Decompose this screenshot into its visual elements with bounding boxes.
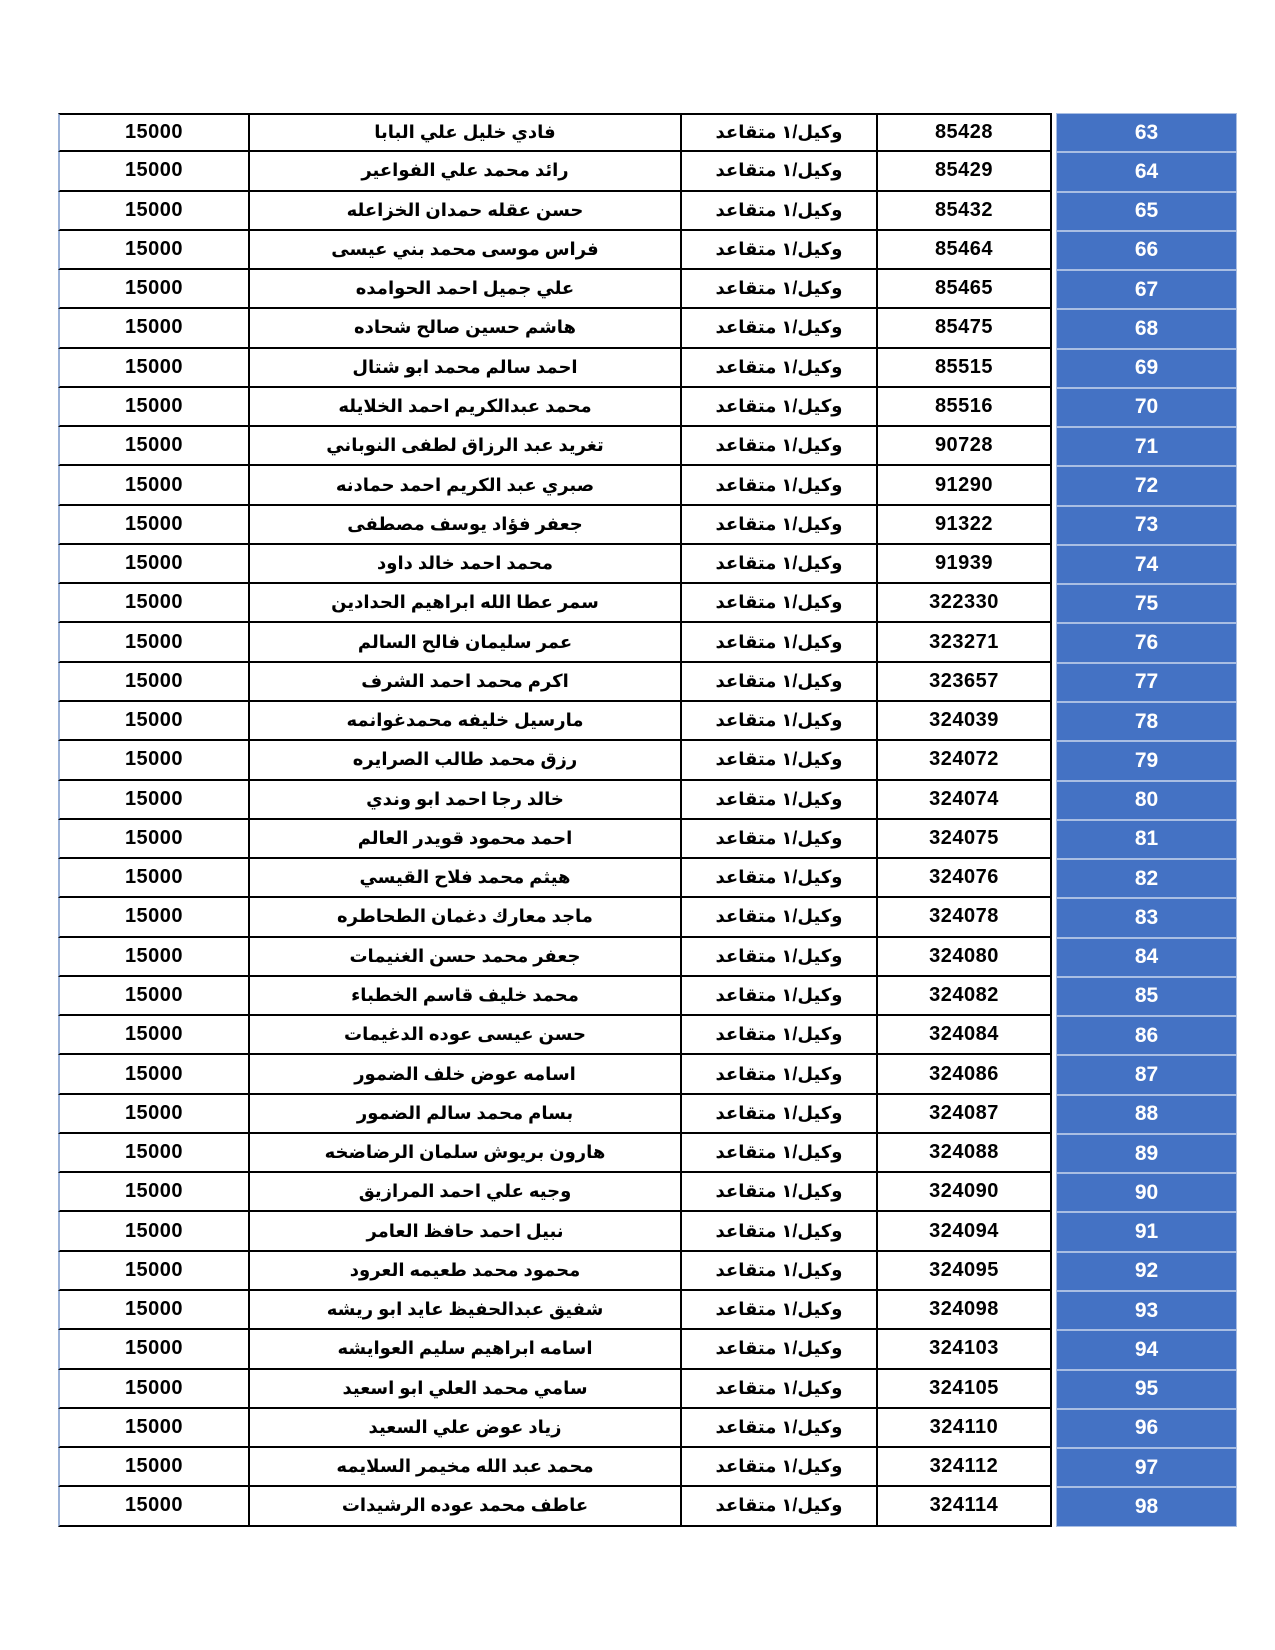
name-cell: مارسيل خليفه محمدغوانمه: [250, 702, 682, 741]
amount-cell: 15000: [58, 1016, 250, 1055]
amount-cell: 15000: [58, 466, 250, 505]
rank-cell: وكيل/١ متقاعد: [682, 1016, 878, 1055]
row-number-badge: 95: [1056, 1370, 1237, 1409]
table-row: [58, 1409, 1237, 1448]
name-cell: رائد محمد علي الفواعير: [250, 152, 682, 191]
table-row: [58, 427, 1237, 466]
rank-cell: وكيل/١ متقاعد: [682, 1448, 878, 1487]
id-number-cell: 324095: [878, 1252, 1052, 1291]
amount-cell: 15000: [58, 1252, 250, 1291]
name-cell: ماجد معارك دغمان الطحاطره: [250, 898, 682, 937]
rank-cell: وكيل/١ متقاعد: [682, 113, 878, 152]
row-number-badge: 70: [1056, 388, 1237, 427]
table-row: [58, 270, 1237, 309]
id-number-cell: 85428: [878, 113, 1052, 152]
id-number-cell: 85465: [878, 270, 1052, 309]
row-number-badge: 98: [1056, 1487, 1237, 1526]
rank-cell: وكيل/١ متقاعد: [682, 1055, 878, 1094]
rank-cell: وكيل/١ متقاعد: [682, 820, 878, 859]
rank-cell: وكيل/١ متقاعد: [682, 1212, 878, 1251]
amount-cell: 15000: [58, 1487, 250, 1526]
table-row: [58, 663, 1237, 702]
amount-cell: 15000: [58, 1409, 250, 1448]
id-number-cell: 324094: [878, 1212, 1052, 1251]
row-number-badge: 78: [1056, 702, 1237, 741]
rank-cell: وكيل/١ متقاعد: [682, 270, 878, 309]
table-row: [58, 584, 1237, 623]
rank-cell: وكيل/١ متقاعد: [682, 1409, 878, 1448]
amount-cell: 15000: [58, 427, 250, 466]
row-number-badge: 80: [1056, 781, 1237, 820]
name-cell: سامي محمد العلي ابو اسعيد: [250, 1370, 682, 1409]
table-row: [58, 1095, 1237, 1134]
rank-cell: وكيل/١ متقاعد: [682, 309, 878, 348]
amount-cell: 15000: [58, 1095, 250, 1134]
row-number-badge: 88: [1056, 1095, 1237, 1134]
amount-cell: 15000: [58, 1173, 250, 1212]
amount-cell: 15000: [58, 623, 250, 662]
rank-cell: وكيل/١ متقاعد: [682, 1330, 878, 1369]
name-cell: محمود محمد طعيمه العرود: [250, 1252, 682, 1291]
rank-cell: وكيل/١ متقاعد: [682, 427, 878, 466]
rank-cell: وكيل/١ متقاعد: [682, 898, 878, 937]
id-number-cell: 324105: [878, 1370, 1052, 1409]
id-number-cell: 85475: [878, 309, 1052, 348]
name-cell: حسن عيسى عوده الدغيمات: [250, 1016, 682, 1055]
rank-cell: وكيل/١ متقاعد: [682, 584, 878, 623]
amount-cell: 15000: [58, 702, 250, 741]
rank-cell: وكيل/١ متقاعد: [682, 859, 878, 898]
rank-cell: وكيل/١ متقاعد: [682, 938, 878, 977]
table-row: [58, 1016, 1237, 1055]
row-number-badge: 68: [1056, 309, 1237, 348]
id-number-cell: 324080: [878, 938, 1052, 977]
amount-cell: 15000: [58, 231, 250, 270]
id-number-cell: 324090: [878, 1173, 1052, 1212]
id-number-cell: 324098: [878, 1291, 1052, 1330]
table-row: [58, 781, 1237, 820]
table-row: [58, 545, 1237, 584]
amount-cell: 15000: [58, 270, 250, 309]
table-row: [58, 1448, 1237, 1487]
id-number-cell: 322330: [878, 584, 1052, 623]
id-number-cell: 85432: [878, 192, 1052, 231]
rank-cell: وكيل/١ متقاعد: [682, 741, 878, 780]
name-cell: صبري عبد الكريم احمد حمادنه: [250, 466, 682, 505]
rank-cell: وكيل/١ متقاعد: [682, 702, 878, 741]
table-row: [58, 1330, 1237, 1369]
id-number-cell: 324087: [878, 1095, 1052, 1134]
id-number-cell: 324110: [878, 1409, 1052, 1448]
table-row: [58, 506, 1237, 545]
row-number-badge: 82: [1056, 859, 1237, 898]
name-cell: علي جميل احمد الحوامده: [250, 270, 682, 309]
table-row: [58, 898, 1237, 937]
name-cell: هاشم حسين صالح شحاده: [250, 309, 682, 348]
id-number-cell: 324088: [878, 1134, 1052, 1173]
id-number-cell: 91290: [878, 466, 1052, 505]
row-number-badge: 87: [1056, 1055, 1237, 1094]
amount-cell: 15000: [58, 781, 250, 820]
row-number-badge: 89: [1056, 1134, 1237, 1173]
amount-cell: 15000: [58, 1134, 250, 1173]
table-row: [58, 466, 1237, 505]
amount-cell: 15000: [58, 388, 250, 427]
amount-cell: 15000: [58, 1448, 250, 1487]
amount-cell: 15000: [58, 741, 250, 780]
amount-cell: 15000: [58, 663, 250, 702]
id-number-cell: 85464: [878, 231, 1052, 270]
table-row: [58, 623, 1237, 662]
table-row: [58, 1173, 1237, 1212]
table-row: [58, 820, 1237, 859]
row-number-badge: 67: [1056, 270, 1237, 309]
id-number-cell: 323271: [878, 623, 1052, 662]
amount-cell: 15000: [58, 977, 250, 1016]
name-cell: عاطف محمد عوده الرشيدات: [250, 1487, 682, 1526]
id-number-cell: 324074: [878, 781, 1052, 820]
table-row: [58, 1212, 1237, 1251]
amount-cell: 15000: [58, 1291, 250, 1330]
amount-cell: 15000: [58, 545, 250, 584]
id-number-cell: 324076: [878, 859, 1052, 898]
rank-cell: وكيل/١ متقاعد: [682, 1291, 878, 1330]
amount-cell: 15000: [58, 506, 250, 545]
id-number-cell: 91939: [878, 545, 1052, 584]
table-row: [58, 388, 1237, 427]
name-cell: محمد احمد خالد داود: [250, 545, 682, 584]
rank-cell: وكيل/١ متقاعد: [682, 388, 878, 427]
name-cell: جعفر فؤاد يوسف مصطفى: [250, 506, 682, 545]
row-number-badge: 94: [1056, 1330, 1237, 1369]
amount-cell: 15000: [58, 1055, 250, 1094]
id-number-cell: 85516: [878, 388, 1052, 427]
row-number-badge: 65: [1056, 192, 1237, 231]
table-row: [58, 741, 1237, 780]
id-number-cell: 85515: [878, 349, 1052, 388]
name-cell: محمد عبدالكريم احمد الخلايله: [250, 388, 682, 427]
table-row: [58, 702, 1237, 741]
amount-cell: 15000: [58, 152, 250, 191]
rank-cell: وكيل/١ متقاعد: [682, 152, 878, 191]
amount-cell: 15000: [58, 113, 250, 152]
table-row: [58, 349, 1237, 388]
row-number-badge: 73: [1056, 506, 1237, 545]
name-cell: هيثم محمد فلاح القيسي: [250, 859, 682, 898]
rank-cell: وكيل/١ متقاعد: [682, 192, 878, 231]
row-number-badge: 96: [1056, 1409, 1237, 1448]
rank-cell: وكيل/١ متقاعد: [682, 663, 878, 702]
table-row: [58, 309, 1237, 348]
name-cell: سمر عطا الله ابراهيم الحدادين: [250, 584, 682, 623]
name-cell: شفيق عبدالحفيظ عايد ابو ريشه: [250, 1291, 682, 1330]
name-cell: وجيه علي احمد المرازيق: [250, 1173, 682, 1212]
rank-cell: وكيل/١ متقاعد: [682, 1095, 878, 1134]
name-cell: جعفر محمد حسن الغنيمات: [250, 938, 682, 977]
id-number-cell: 324112: [878, 1448, 1052, 1487]
rank-cell: وكيل/١ متقاعد: [682, 349, 878, 388]
row-number-badge: 76: [1056, 623, 1237, 662]
rank-cell: وكيل/١ متقاعد: [682, 977, 878, 1016]
rank-cell: وكيل/١ متقاعد: [682, 623, 878, 662]
row-number-badge: 71: [1056, 427, 1237, 466]
pension-table: [58, 113, 1237, 1527]
table-row: [58, 1252, 1237, 1291]
name-cell: احمد سالم محمد ابو شتال: [250, 349, 682, 388]
table-row: [58, 977, 1237, 1016]
row-number-badge: 63: [1056, 113, 1237, 152]
table-row: [58, 1055, 1237, 1094]
row-number-badge: 69: [1056, 349, 1237, 388]
rank-cell: وكيل/١ متقاعد: [682, 1173, 878, 1212]
table-row: [58, 152, 1237, 191]
name-cell: اسامه ابراهيم سليم العوايشه: [250, 1330, 682, 1369]
row-number-badge: 90: [1056, 1173, 1237, 1212]
row-number-badge: 75: [1056, 584, 1237, 623]
name-cell: اكرم محمد احمد الشرف: [250, 663, 682, 702]
name-cell: هارون بريوش سلمان الرضاضخه: [250, 1134, 682, 1173]
row-number-badge: 64: [1056, 152, 1237, 191]
id-number-cell: 90728: [878, 427, 1052, 466]
table-row: [58, 1370, 1237, 1409]
rank-cell: وكيل/١ متقاعد: [682, 1370, 878, 1409]
name-cell: اسامه عوض خلف الضمور: [250, 1055, 682, 1094]
table-row: [58, 192, 1237, 231]
row-number-badge: 85: [1056, 977, 1237, 1016]
id-number-cell: 324114: [878, 1487, 1052, 1526]
row-number-badge: 84: [1056, 938, 1237, 977]
rank-cell: وكيل/١ متقاعد: [682, 545, 878, 584]
name-cell: رزق محمد طالب الصرايره: [250, 741, 682, 780]
table-row: [58, 1134, 1237, 1173]
row-number-badge: 74: [1056, 545, 1237, 584]
table-row: [58, 113, 1237, 152]
table-row: [58, 859, 1237, 898]
amount-cell: 15000: [58, 192, 250, 231]
id-number-cell: 324084: [878, 1016, 1052, 1055]
rank-cell: وكيل/١ متقاعد: [682, 1487, 878, 1526]
row-number-badge: 79: [1056, 741, 1237, 780]
id-number-cell: 323657: [878, 663, 1052, 702]
id-number-cell: 324075: [878, 820, 1052, 859]
rank-cell: وكيل/١ متقاعد: [682, 1252, 878, 1291]
id-number-cell: 324078: [878, 898, 1052, 937]
rank-cell: وكيل/١ متقاعد: [682, 1134, 878, 1173]
rank-cell: وكيل/١ متقاعد: [682, 466, 878, 505]
id-number-cell: 324072: [878, 741, 1052, 780]
row-number-badge: 72: [1056, 466, 1237, 505]
id-number-cell: 324082: [878, 977, 1052, 1016]
amount-cell: 15000: [58, 938, 250, 977]
amount-cell: 15000: [58, 584, 250, 623]
table-row: [58, 1291, 1237, 1330]
row-number-badge: 66: [1056, 231, 1237, 270]
amount-cell: 15000: [58, 820, 250, 859]
row-number-badge: 93: [1056, 1291, 1237, 1330]
name-cell: فراس موسى محمد بني عيسى: [250, 231, 682, 270]
name-cell: فادي خليل علي البابا: [250, 113, 682, 152]
name-cell: عمر سليمان فالح السالم: [250, 623, 682, 662]
rank-cell: وكيل/١ متقاعد: [682, 781, 878, 820]
rank-cell: وكيل/١ متقاعد: [682, 231, 878, 270]
amount-cell: 15000: [58, 1370, 250, 1409]
rank-cell: وكيل/١ متقاعد: [682, 506, 878, 545]
id-number-cell: 91322: [878, 506, 1052, 545]
id-number-cell: 324039: [878, 702, 1052, 741]
id-number-cell: 85429: [878, 152, 1052, 191]
amount-cell: 15000: [58, 1330, 250, 1369]
amount-cell: 15000: [58, 1212, 250, 1251]
row-number-badge: 91: [1056, 1212, 1237, 1251]
id-number-cell: 324103: [878, 1330, 1052, 1369]
row-number-badge: 83: [1056, 898, 1237, 937]
row-number-badge: 92: [1056, 1252, 1237, 1291]
row-number-badge: 86: [1056, 1016, 1237, 1055]
amount-cell: 15000: [58, 349, 250, 388]
name-cell: حسن عقله حمدان الخزاعله: [250, 192, 682, 231]
row-number-badge: 97: [1056, 1448, 1237, 1487]
table-row: [58, 231, 1237, 270]
table-row: [58, 1487, 1237, 1526]
name-cell: احمد محمود قويدر العالم: [250, 820, 682, 859]
amount-cell: 15000: [58, 859, 250, 898]
id-number-cell: 324086: [878, 1055, 1052, 1094]
row-number-badge: 81: [1056, 820, 1237, 859]
table-row: [58, 938, 1237, 977]
name-cell: بسام محمد سالم الضمور: [250, 1095, 682, 1134]
row-number-badge: 77: [1056, 663, 1237, 702]
name-cell: محمد عبد الله مخيمر السلايمه: [250, 1448, 682, 1487]
amount-cell: 15000: [58, 309, 250, 348]
name-cell: خالد رجا احمد ابو وندي: [250, 781, 682, 820]
amount-cell: 15000: [58, 898, 250, 937]
name-cell: محمد خليف قاسم الخطباء: [250, 977, 682, 1016]
name-cell: تغريد عبد الرزاق لطفى النوباني: [250, 427, 682, 466]
name-cell: زياد عوض علي السعيد: [250, 1409, 682, 1448]
name-cell: نبيل احمد حافظ العامر: [250, 1212, 682, 1251]
